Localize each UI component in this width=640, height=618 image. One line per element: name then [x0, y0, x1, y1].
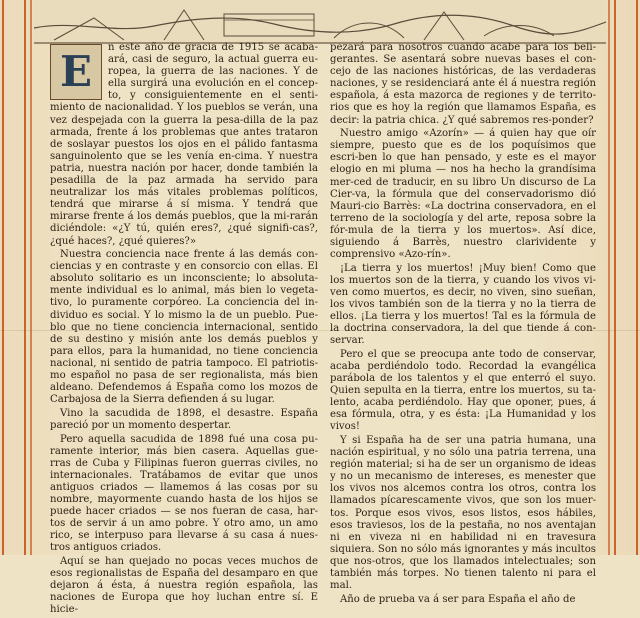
left-ornamental-border: [2, 0, 26, 555]
paragraph: Nuestro amigo «Azorín» — á quien hay que oír siempre, puesto que es de los poquísimos que escri-ben lo que han pensado, y este es el mayor elogio en mi pluma — nos ha hecho la grandísima mer-ced de traducir, en su libro Un discurso de La Cier-va, la fórmula que del conservadorismo dió Mauri-cio Barrès: «La doctrina conservadora, en el terreno de la sociología y del arte, reposa sobre la fór-mula de la tierra y los muertos». Así dice, siguiendo á Barrès, nuestro clarividente y comprensivo «Azo-rín».: [330, 128, 596, 261]
paragraph: ¡La tierra y los muertos! ¡Muy bien! Como que los muertos son de la tierra, y cuando los vivos vi-ven como muertos, es decir, no viven, sino sueñan, los vivos también son de la tierra y no la tierra de ellos. ¡La tierra y los muertos! Tal es la fórmula de la doctrina conservadora, la del que tiende á con-servar.: [330, 262, 596, 347]
left-inner-rule: [30, 0, 32, 555]
decorated-initial: [50, 44, 102, 100]
right-inner-rule: [608, 0, 610, 555]
paragraph: pezará para nosotros cuando acabe para los beli-gerantes. Se asentará sobre nuevas bases el con-cejo de las naciones históricas, de las verdaderas naciones, y se residenciará ante él á nuestra región española, á esta mazorca de regiones y de territo-rios que es hoy la región que llamamos España, es decir: la patria chica. ¿Y qué sabremos res-ponder?: [330, 42, 596, 126]
left-column: [50, 42, 318, 618]
paragraph: Nuestra conciencia nace frente á las demás con-ciencias y en contraste y en consorcio con ellas. El absoluto solitario es un inconsciente; lo absoluta-mente individual es lo animal, más bien lo vegeta-tivo, lo puramente corpóreo. La conciencia del in-dividuo es social. Y lo mismo la de un pueblo. Pue-blo que no tiene conciencia internacional, sentido de su destino y misión ante los demás pueblos y para ellos, para la humanidad, no tiene conciencia nacional, ni sentido de patria tampoco. El patriotis-mo español no pasa de ser regionalista, más bien aldeano. Defendemos á España como los mozos de Carbajosa de la Sierra defienden á su lugar.: [50, 249, 318, 406]
right-column: [330, 42, 596, 618]
right-ornamental-border: [614, 0, 638, 555]
paragraph: Año de prueba va á ser para España el año de: [340, 593, 576, 605]
paragraph: Y si España ha de ser una patria humana, una nación espiritual, y no sólo una patria terrena, una región material; si ha de ser un organismo de ideas y no un mecanismo de intereses, es menester que los vivos nos alcemos contra los otros, contra los llamados pícarescamente vivos, que son los muer-tos. Porque esos vivos, esos listos, esos hábiles, esos traviesos, los de la pestaña, no nos aventajan ni en viveza ni en habilidad ni en travesura siquiera. Son no sólo más ignorantes y más incultos que nos-otros, que los llamados intelectuales; son también más torpes. No tienen talento ni para el mal.: [330, 435, 596, 592]
paragraph: Vino la sacudida de 1898, el desastre. España pareció por un momento despertar.: [50, 407, 318, 431]
article-body: [50, 42, 598, 616]
header-illustration: [34, 0, 606, 44]
paragraph: Aquí se han quejado no pocas veces muchos de esos regionalistas de España del desamparo en que dejaron á ésta, á nuestra región española, las naciones de Europa que hoy luchan entre sí. E hicie-: [50, 555, 318, 616]
paragraph: n este año de gracia de 1915 se acaba-ará, casi de seguro, la actual guerra eu-ropea, la guerra de las naciones. Y de ella surgirá una evolución en el concep-to, y consiguientemente en el senti-miento de nacionalidad. Y los pueblos se verán, una vez despejada con la guerra la pesa-dilla de la paz armada, frente á los problemas que antes trataron de soslayar puestos los ojos en el pálido fantasma sanguinolento que se les venía en-cima. Y nuestra patria, nuestra nación por hacer, donde también la pesadilla de la paz armada ha servido para neutralizar los más vitales problemas políticos, tendrá que mirarse á sí misma. Y tendrá que mirarse frente á los demás pueblos, que la mi-rarán diciéndole: «¿Y tú, quién eres?, ¿qué signifi-cas?, ¿qué haces?, ¿qué quieres?»: [50, 42, 318, 247]
drop-cap-letter: E: [59, 47, 92, 96]
paragraph: Pero aquella sacudida de 1898 fué una cosa pu-ramente interior, más bien casera. Aquellas gue-rras de Cuba y Filipinas fueron guerras civiles, no internacionales. Tratábamos de evitar que unos antiguos criados — llamemos á las cosas por su nombre, mayormente cuando hasta de los hijos se puede hacer criados — se nos fueran de casa, har-tos de servir á un amo pobre. Y otro amo, un amo rico, se interpuso para llevarse á su casa á nues-tros antiguos criados.: [50, 433, 318, 554]
paragraph: Pero el que se preocupa ante todo de conservar, acaba perdiéndolo todo. Recordad la evangélica parábola de los talentos y el que enterró el suyo. Quien sepulta en la tierra, entre los muertos, su ta-lento, acaba perdiéndolo. Hay que oponer, pues, á esa fórmula, otra, y es ésta: ¡La Humanidad y los vivos!: [330, 348, 596, 433]
header-engraving: [34, 0, 606, 44]
